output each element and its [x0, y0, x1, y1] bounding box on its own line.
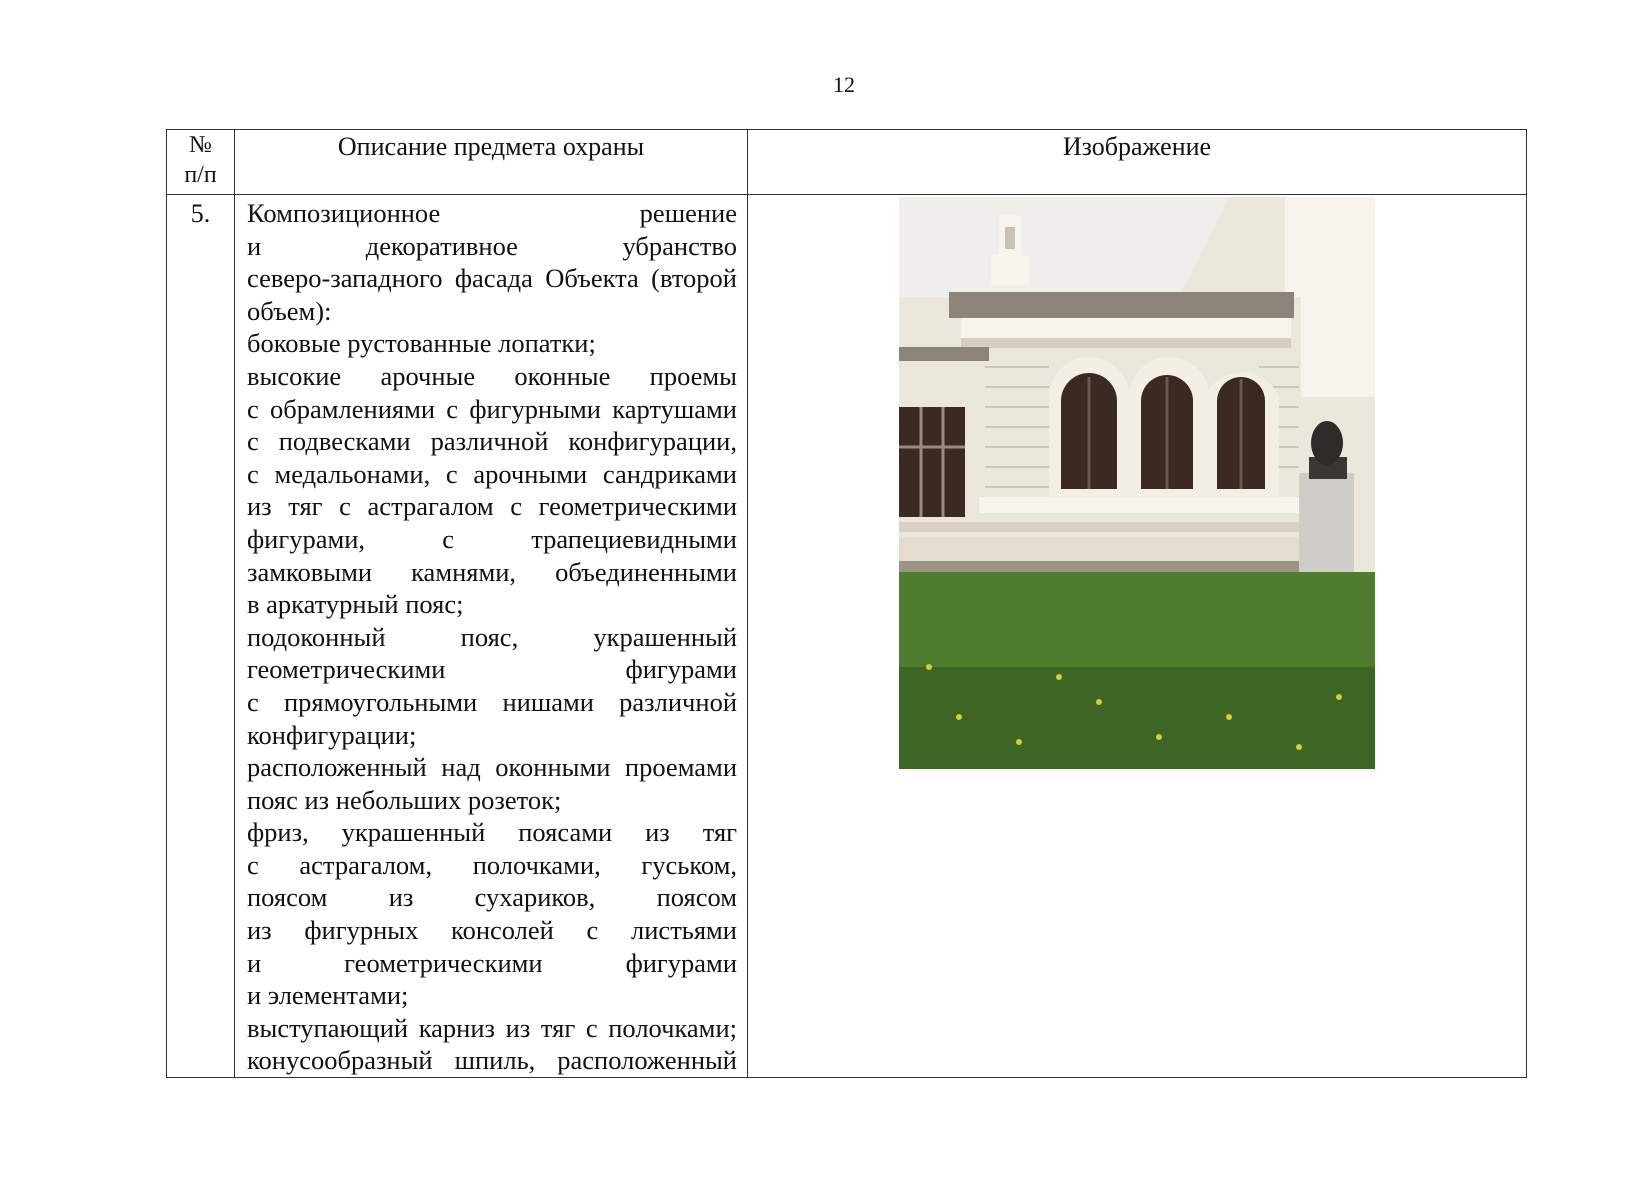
table-row [167, 195, 1527, 1078]
desc-line: объем): [247, 295, 332, 326]
desc-line: фриз, украшенный поясами из тяг [247, 817, 737, 848]
desc-line: северо-западного фасада Объекта (второй [247, 263, 737, 294]
protection-table [166, 129, 1527, 1078]
desc-line: конусообразный шпиль, расположенный [247, 1045, 737, 1076]
header-number-symbol: № [189, 132, 212, 158]
desc-line: из тяг с астрагалом с геометрическими [247, 491, 737, 522]
desc-line: в аркатурный пояс; [247, 589, 464, 620]
desc-line: с прямоугольными нишами различной [247, 686, 737, 717]
page-number: 12 [833, 72, 855, 97]
row-description [235, 195, 748, 1078]
header-number [167, 130, 235, 195]
desc-line: подоконный пояс, украшенный [247, 621, 737, 652]
row-number: 5. [167, 195, 235, 1078]
header-number-abbrev: п/п [184, 162, 217, 188]
desc-line: замковыми камнями, объединенными [247, 556, 737, 587]
desc-line: геометрическими фигурами [247, 654, 737, 685]
desc-line: с астрагалом, полочками, гуськом, [247, 849, 737, 880]
facade-photo-drawing [899, 197, 1375, 769]
desc-line: и геометрическими фигурами [247, 947, 737, 978]
desc-line: из фигурных консолей с листьями [247, 915, 737, 946]
header-description: Описание предмета охраны [235, 130, 748, 195]
desc-line: с обрамлениями с фигурными картушами [247, 393, 737, 424]
desc-line: с медальонами, с арочными сандриками [247, 458, 737, 489]
desc-line: высокие арочные оконные проемы [247, 360, 737, 391]
header-image: Изображение [748, 130, 1527, 195]
desc-line: и элементами; [247, 980, 409, 1011]
table-header-row [167, 130, 1527, 195]
desc-line: боковые рустованные лопатки; [247, 328, 596, 359]
desc-line: пояс из небольших розеток; [247, 784, 562, 815]
desc-line: Композиционное решение [247, 198, 737, 228]
row-image-cell [748, 195, 1527, 1078]
desc-line: с подвесками различной конфигурации, [247, 426, 737, 457]
desc-line: конфигурации; [247, 719, 417, 750]
desc-line: и декоративное убранство [247, 230, 737, 261]
facade-photo [899, 197, 1375, 769]
desc-line: расположенный над оконными проемами [247, 752, 737, 783]
desc-line: фигурами, с трапециевидными [247, 523, 737, 554]
desc-line: поясом из сухариков, поясом [247, 882, 737, 913]
desc-line: выступающий карниз из тяг с полочками; [247, 1012, 737, 1043]
